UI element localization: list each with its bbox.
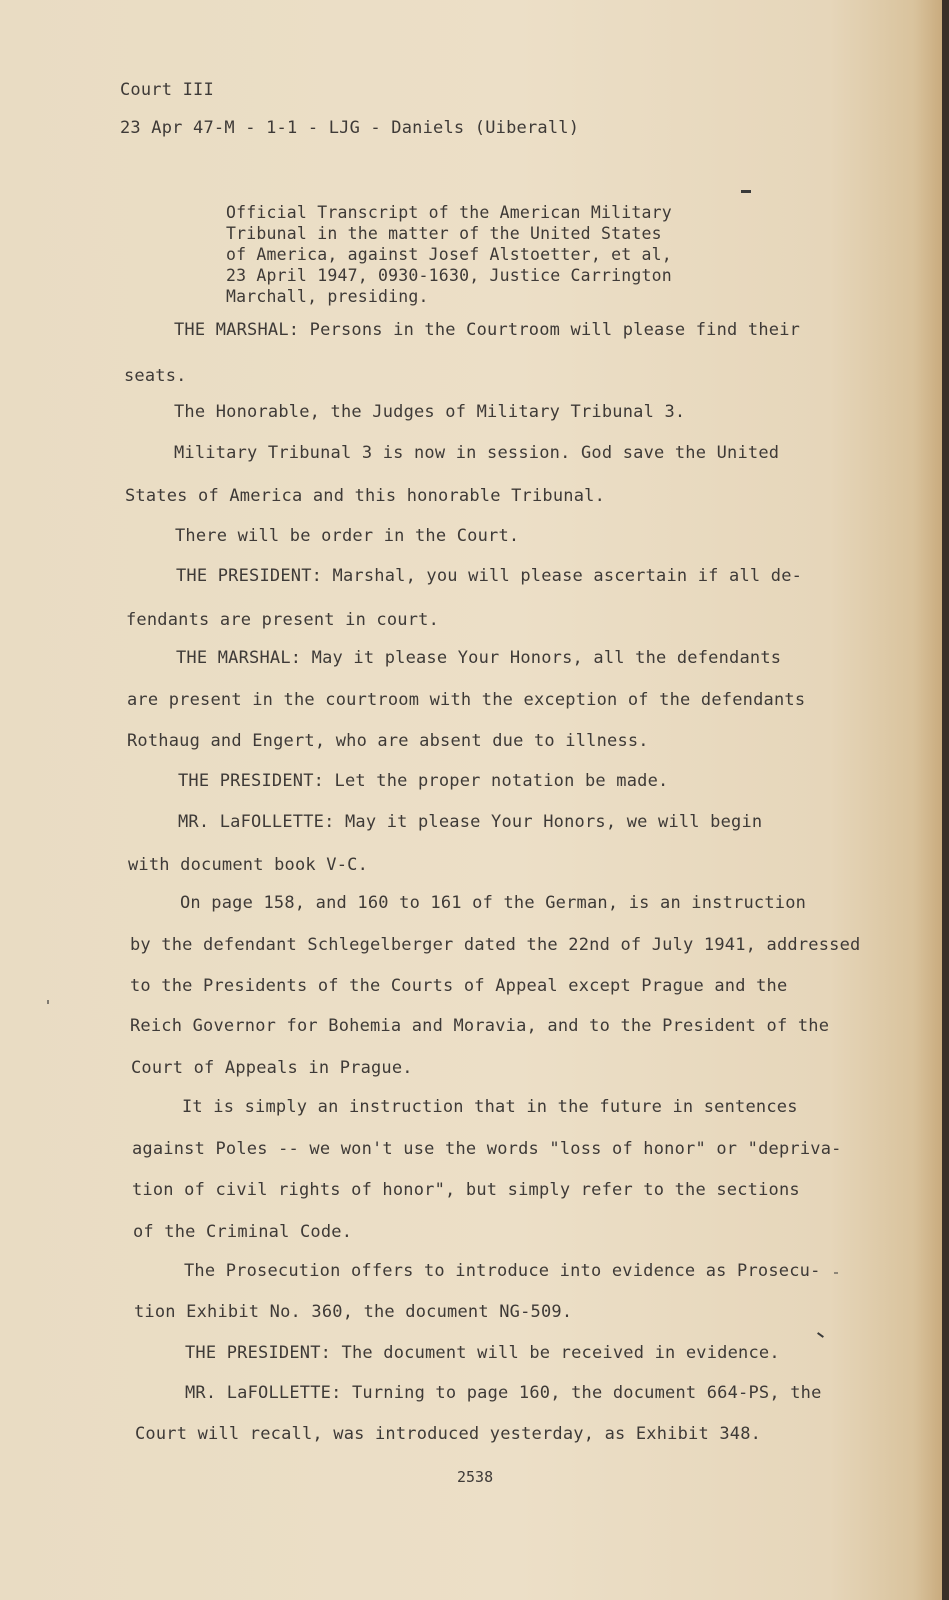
- transcript-line: are present in the courtroom with the exception of the defendants: [127, 690, 806, 710]
- ink-speck: [834, 1272, 838, 1274]
- ink-speck: [741, 190, 751, 193]
- transcript-line: THE PRESIDENT: The document will be received in evidence.: [185, 1343, 780, 1363]
- session-slug: 23 Apr 47-M - 1-1 - LJG - Daniels (Uiberall): [120, 118, 580, 138]
- heading-line: of America, against Josef Alstoetter, et al,: [226, 245, 672, 264]
- court-label: Court III: [120, 80, 214, 100]
- transcript-line: The Prosecution offers to introduce into evidence as Prosecu-: [184, 1261, 821, 1281]
- page-edge: [942, 0, 949, 1600]
- transcript-line: THE MARSHAL: May it please Your Honors, all the defendants: [176, 648, 782, 668]
- transcript-line: The Honorable, the Judges of Military Tribunal 3.: [174, 402, 686, 422]
- transcript-line: Reich Governor for Bohemia and Moravia, and to the President of the: [130, 1016, 830, 1036]
- page-number: 2538: [457, 1468, 494, 1486]
- transcript-line: MR. LaFOLLETTE: May it please Your Honors, we will begin: [178, 812, 763, 832]
- ink-speck: [817, 1332, 824, 1338]
- transcript-line: tion of civil rights of honor", but simply refer to the sections: [132, 1180, 800, 1200]
- transcript-line: seats.: [124, 366, 187, 386]
- transcript-line: Court of Appeals in Prague.: [131, 1058, 413, 1078]
- transcript-line: There will be order in the Court.: [175, 526, 520, 546]
- transcript-line: of the Criminal Code.: [133, 1222, 353, 1242]
- transcript-line: with document book V-C.: [128, 855, 369, 875]
- heading-line: 23 April 1947, 0930-1630, Justice Carrington: [226, 266, 672, 285]
- transcript-line: THE PRESIDENT: Marshal, you will please ascertain if all de-: [176, 566, 803, 586]
- transcript-line: against Poles -- we won't use the words "loss of honor" or "depriva-: [132, 1139, 842, 1159]
- transcript-line: States of America and this honorable Tribunal.: [125, 486, 606, 506]
- transcript-line: It is simply an instruction that in the future in sentences: [182, 1097, 798, 1117]
- heading-line: Tribunal in the matter of the United States: [226, 224, 662, 243]
- transcript-line: fendants are present in court.: [126, 610, 440, 630]
- transcript-line: tion Exhibit No. 360, the document NG-509.: [134, 1302, 573, 1322]
- transcript-line: MR. LaFOLLETTE: Turning to page 160, the document 664-PS, the: [185, 1383, 822, 1403]
- ink-speck: [47, 1000, 49, 1004]
- transcript-line: Rothaug and Engert, who are absent due to illness.: [127, 731, 649, 751]
- transcript-line: Court will recall, was introduced yesterday, as Exhibit 348.: [135, 1424, 762, 1444]
- transcript-line: THE PRESIDENT: Let the proper notation be made.: [178, 771, 669, 791]
- transcript-line: THE MARSHAL: Persons in the Courtroom will please find their: [174, 320, 801, 340]
- transcript-line: On page 158, and 160 to 161 of the German, is an instruction: [180, 893, 807, 913]
- transcript-line: to the Presidents of the Courts of Appeal except Prague and the: [130, 976, 788, 996]
- transcript-line: Military Tribunal 3 is now in session. God save the United: [174, 443, 780, 463]
- heading-line: Marchall, presiding.: [226, 287, 429, 306]
- heading-line: Official Transcript of the American Military: [226, 203, 672, 222]
- transcript-line: by the defendant Schlegelberger dated the 22nd of July 1941, addressed: [130, 935, 861, 955]
